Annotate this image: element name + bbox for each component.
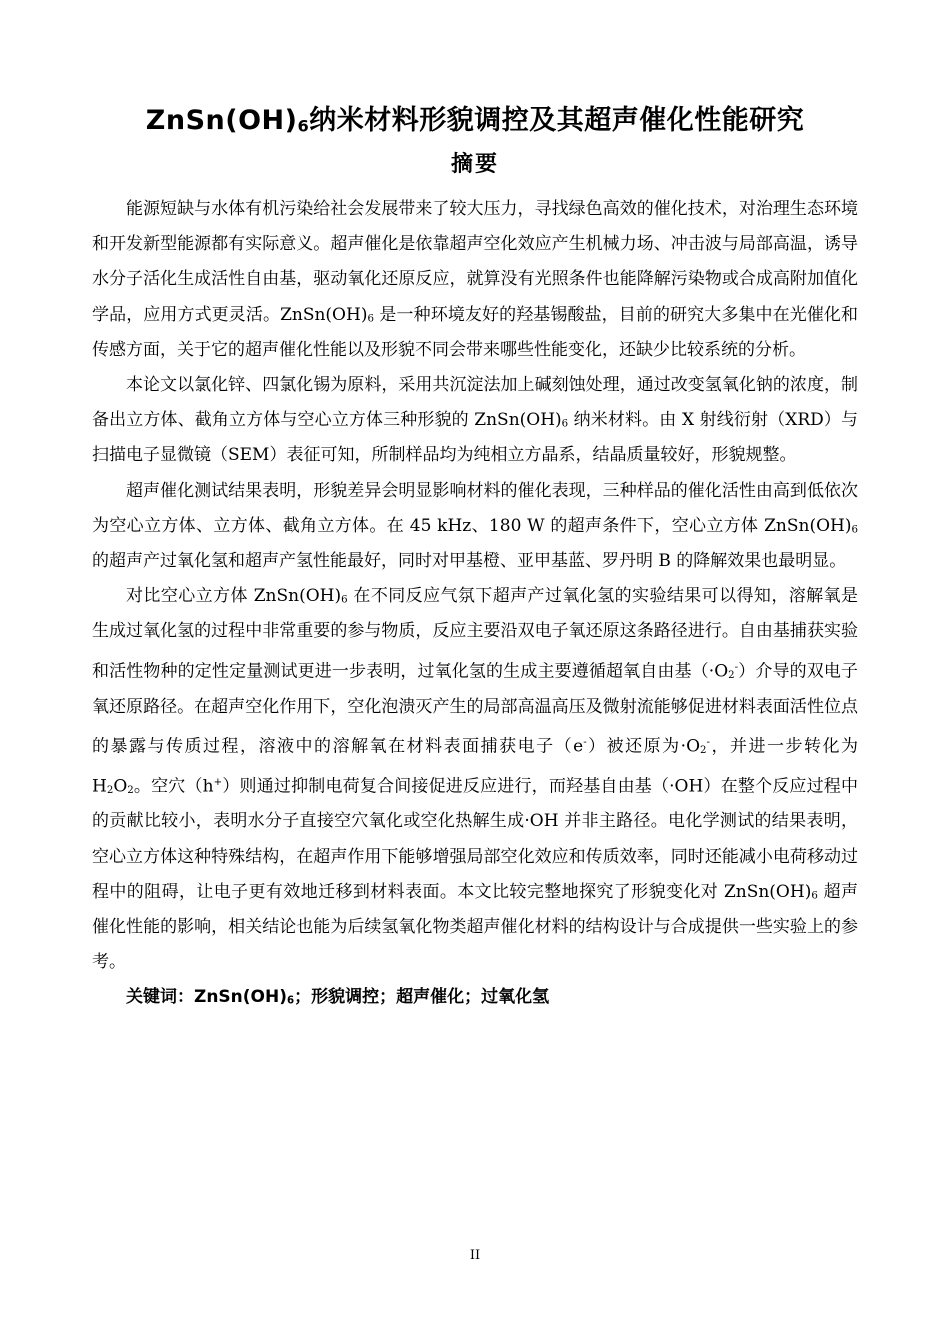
formula-text: ZnSn(OH) xyxy=(723,881,812,902)
formula-subscript: 2 xyxy=(127,784,134,796)
keywords-line xyxy=(92,980,858,1015)
title-text: 纳米材料形貌调控及其超声催化性能研究 xyxy=(309,105,805,136)
keywords-subscript: 6 xyxy=(287,995,295,1007)
paragraph-2 xyxy=(92,368,858,474)
keywords-label: 关键词： xyxy=(126,987,194,1008)
keywords-list: ；形貌调控；超声催化；过氧化氢 xyxy=(294,987,550,1008)
formula-superscript: - xyxy=(734,661,739,673)
abstract-body xyxy=(92,192,858,1016)
paragraph-4 xyxy=(92,579,858,980)
formula-subscript: 6 xyxy=(561,418,569,430)
paragraph-text: ）被还原为·O xyxy=(586,736,701,757)
paragraph-text: ）介导的双电子氧还原路径。在超声空化作用下，空化泡溃灭产生的局部高温高压及微射流能够促进材料表面活性位点的暴露与传质过程，溶液中的溶解氧在材料表面捕获电子（e xyxy=(92,661,859,757)
paragraph-text: 超声催化测试结果表明，形貌差异会明显影响材料的催化表现，三种样品的催化活性由高到低依次为空心立方体、立方体、截角立方体。在 45 kHz、180 W 的超声条件下，空心立方体 xyxy=(92,480,858,536)
formula-subscript: 6 xyxy=(811,890,818,902)
formula-superscript: - xyxy=(706,736,710,748)
formula-subscript: 6 xyxy=(341,594,348,606)
keywords-formula: ZnSn(OH) xyxy=(194,987,287,1008)
formula-superscript: + xyxy=(213,776,223,788)
abstract-heading: 摘要 xyxy=(450,152,499,177)
title-formula: ZnSn(OH) xyxy=(145,105,298,136)
formula-subscript: 2 xyxy=(700,744,707,756)
formula-subscript: 2 xyxy=(728,669,735,681)
paragraph-text: 本论文以氯化锌、四氯化锡为原料，采用共沉淀法加上碱刻蚀处理，通过改变氢氧化钠的浓度，制备出立方体、截角立方体与空心立方体三种形貌的 xyxy=(92,375,858,431)
paragraph-text: 是一种环境友好的羟基锡酸盐，目前的研究大多集中在光催化和传感方面，关于它的超声催化性能以及形貌不同会带来哪些性能变化，还缺少比较系统的分析。 xyxy=(92,304,859,360)
page-number: II xyxy=(469,1248,481,1263)
formula-text: ZnSn(OH) xyxy=(253,586,342,607)
formula-superscript: - xyxy=(583,736,587,748)
formula-text: O xyxy=(113,776,128,797)
formula-text: ZnSn(OH) xyxy=(280,304,368,325)
paragraph-text: 超声催化性能的影响，相关结论也能为后续氢氧化物类超声催化材料的结构设计与合成提供一些实验上的参考。 xyxy=(92,881,859,973)
formula-subscript: 6 xyxy=(367,313,374,325)
formula-subscript: 2 xyxy=(106,784,114,796)
paragraph-text: 的超声产过氧化氢和超声产氢性能最好，同时对甲基橙、亚甲基蓝、罗丹明 B 的降解效果也最明显。 xyxy=(92,551,847,572)
paragraph-text: 。空穴（h xyxy=(133,776,214,797)
title-subscript: 6 xyxy=(297,116,310,136)
formula-text: ZnSn(OH) xyxy=(474,410,562,431)
paragraph-text: 纳米材料。由 X 射线衍射（XRD）与扫描电子显微镜（SEM）表征可知，所制样品均为纯相立方晶系，结晶质量较好，形貌规整。 xyxy=(92,410,858,466)
paragraph-text: 能源短缺与水体有机污染给社会发展带来了较大压力，寻找绿色高效的催化技术，对治理生态环境和开发新型能源都有实际意义。超声催化是依靠超声空化效应产生机械力场、冲击波与局部高温，诱导水分子活化生成活性自由基，驱动氧化还原反应，就算没有光照条件也能降解污染物或合成高附加值化学品，应用方式更灵活。 xyxy=(92,199,858,325)
paragraph-1 xyxy=(92,192,858,368)
paragraph-text: 对比空心立方体 xyxy=(126,586,254,607)
formula-subscript: 6 xyxy=(851,524,858,536)
paragraph-text: ）则通过抑制电荷复合间接促进反应进行，而羟基自由基（·OH）在整个反应过程中的贡献比较小，表明水分子直接空穴氧化或空化热解生成·OH 并非主路径。电化学测试的结果表明，空心立方体这种特殊结构，在超声作用下能够增强局部空化效应和传质效率，同时还能减小电荷移动过程中的阻碍，让电子更有效地迁移到材料表面。本文比较完整地探究了形貌变化对 xyxy=(92,776,858,902)
formula-text: ZnSn(OH) xyxy=(764,515,852,536)
paragraph-3 xyxy=(92,474,858,580)
paragraph-text: 在不同反应气氛下超声产过氧化氢的实验结果可以得知，溶解氧是生成过氧化氢的过程中非常重要的参与物质，反应主要沿双电子氧还原这条路径进行。自由基捕获实验和活性物种的定性定量测试更进一步表明，过氧化氢的生成主要遵循超氧自由基（·O xyxy=(92,586,858,682)
paragraph-text: ，并进一步转化为 H xyxy=(92,736,859,797)
page-title xyxy=(0,98,950,137)
